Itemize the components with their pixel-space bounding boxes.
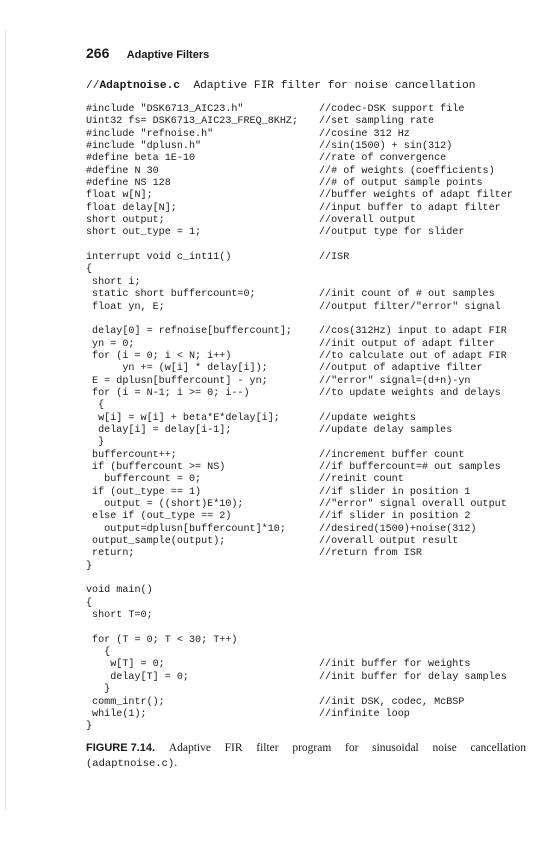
code-statement: E = dplusn[buffercount] - yn;	[86, 375, 268, 387]
code-comment: //if buffercount=# out samples	[319, 461, 501, 473]
code-statement: }	[86, 437, 105, 449]
code-comment: //to calculate out of adapt FIR	[319, 350, 507, 362]
code-statement: if (buffercount >= NS)	[86, 461, 226, 473]
code-comment: //output type for slider	[319, 227, 465, 239]
code-statement: #include "dplusn.h"	[86, 141, 202, 153]
code-statement: {	[86, 264, 93, 276]
code-comment: //if slider in position 2	[319, 511, 471, 523]
figure-label: FIGURE 7.14.	[86, 742, 156, 754]
code-comment: //buffer weights of adapt filter	[319, 190, 513, 202]
caption-line-2	[86, 756, 526, 772]
caption-word: sinusoidal	[372, 742, 419, 754]
code-comment: //codec-DSK support file	[319, 104, 465, 115]
code-comment: //output filter/"error" signal	[319, 301, 501, 313]
code-statement: #define N 30	[86, 165, 159, 177]
code-comment: //update weights	[319, 412, 416, 424]
code-statement: #define NS 128	[86, 178, 171, 190]
code-statement: output_sample(output);	[86, 536, 226, 548]
code-comment: //infinite loop	[319, 708, 410, 720]
code-statement: float yn, E;	[86, 301, 165, 313]
code-comment: //ISR	[319, 252, 350, 264]
code-statement: #include "DSK6713_AIC23.h"	[86, 104, 244, 115]
figure-caption	[86, 741, 526, 772]
code-comment: //init count of # out samples	[319, 289, 495, 301]
code-statement: short out_type = 1;	[86, 227, 202, 239]
code-statement: #define beta 1E-10	[86, 153, 196, 165]
code-comment: //increment buffer count	[319, 449, 465, 461]
code-statement: }	[86, 684, 111, 696]
code-statement: {	[86, 647, 111, 659]
caption-word: for	[344, 742, 359, 754]
code-statement: void main()	[86, 585, 153, 597]
code-comment: //rate of convergence	[319, 153, 447, 165]
code-comment: //update delay samples	[319, 424, 453, 436]
code-statement: static short buffercount=0;	[86, 289, 256, 301]
code-comment: //overall output	[319, 215, 416, 227]
code-statement: w[T] = 0;	[86, 659, 165, 671]
code-statement: delay[0] = refnoise[buffercount];	[86, 326, 292, 338]
code-comment: //if slider in position 1	[319, 486, 471, 498]
code-statement: output = ((short)E*10);	[86, 499, 244, 510]
code-statement: Uint32 fs= DSK6713_AIC23_FREQ_8KHZ;	[86, 116, 299, 128]
listing-title-prefix: //	[86, 80, 100, 92]
code-comment: //cos(312Hz) input to adapt FIR	[319, 326, 507, 338]
code-statement: output=dplusn[buffercount]*10;	[86, 523, 286, 535]
caption-word: cancellation	[470, 742, 526, 754]
code-statement: }	[86, 560, 93, 572]
code-statement: buffercount++;	[86, 449, 177, 461]
code-comment: //init DSK, codec, McBSP	[319, 696, 465, 708]
caption-end: .	[174, 757, 178, 769]
code-comment: //return from ISR	[319, 548, 422, 560]
code-statement: short i;	[86, 276, 141, 288]
caption-word: noise	[432, 742, 457, 754]
code-statement: if (out_type == 1)	[86, 486, 202, 498]
code-comment: //set sampling rate	[319, 116, 435, 128]
caption-word: program	[292, 742, 332, 754]
caption-word: filter	[256, 742, 279, 754]
caption-line-1	[86, 741, 526, 756]
page-edge-shadow	[5, 30, 6, 810]
listing-description: Adaptive FIR filter for noise cancellation	[193, 80, 476, 92]
code-comment: //init buffer for delay samples	[319, 671, 507, 683]
code-statement: for (T = 0; T < 30; T++)	[86, 634, 238, 646]
code-statement: else if (out_type == 2)	[86, 511, 232, 523]
code-statement: {	[86, 400, 105, 412]
caption-word: Adaptive	[168, 742, 211, 754]
code-comment: //init output of adapt filter	[319, 338, 495, 350]
caption-file: (adaptnoise.c)	[86, 758, 175, 770]
code-statement: {	[86, 597, 93, 609]
code-comment: //to update weights and delays	[319, 387, 501, 399]
code-statement: yn += (w[i] * delay[i]);	[86, 363, 268, 375]
code-statement: }	[86, 721, 93, 733]
code-statement: return;	[86, 548, 135, 560]
code-comment: //init buffer for weights	[319, 659, 471, 671]
code-comment: //"error" signal overall output	[319, 499, 507, 510]
code-comment: //input buffer to adapt filter	[319, 202, 501, 214]
code-comment: //overall output result	[319, 536, 459, 548]
code-comment: //# of output sample points	[319, 178, 483, 190]
caption-word: FIR	[224, 742, 243, 754]
code-comment: //"error" signal=(d+n)-yn	[319, 375, 471, 387]
code-statement: short output;	[86, 215, 165, 227]
code-statement: delay[T] = 0;	[86, 671, 189, 683]
code-statement: interrupt void c_int11()	[86, 252, 232, 264]
code-statement: delay[i] = delay[i-1];	[86, 424, 232, 436]
code-statement: while(1);	[86, 708, 147, 720]
listing-title	[86, 80, 475, 92]
code-comment: //cosine 312 Hz	[319, 128, 410, 140]
code-statement: buffercount = 0;	[86, 474, 202, 486]
code-statement: comm_intr();	[86, 696, 165, 708]
code-comment: //reinit count	[319, 474, 404, 486]
code-statement: short T=0;	[86, 610, 153, 622]
code-comment: //# of weights (coefficients)	[319, 165, 495, 177]
code-statement: float delay[N];	[86, 202, 177, 214]
code-statement: yn = 0;	[86, 338, 135, 350]
section-title: Adaptive Filters	[126, 49, 210, 61]
page-number: 266	[86, 45, 110, 61]
running-header	[86, 45, 209, 61]
code-comment: //output of adaptive filter	[319, 363, 483, 375]
code-statement: w[i] = w[i] + beta*E*delay[i];	[86, 412, 280, 424]
code-statement: #include "refnoise.h"	[86, 128, 214, 140]
listing-file-name: Adaptnoise.c	[99, 80, 181, 92]
code-statement: for (i = 0; i < N; i++)	[86, 350, 232, 362]
code-statement: float w[N];	[86, 190, 153, 202]
code-statement: for (i = N-1; i >= 0; i--)	[86, 387, 250, 399]
code-comment: //desired(1500)+noise(312)	[319, 523, 477, 535]
code-comment: //sin(1500) + sin(312)	[319, 141, 453, 153]
